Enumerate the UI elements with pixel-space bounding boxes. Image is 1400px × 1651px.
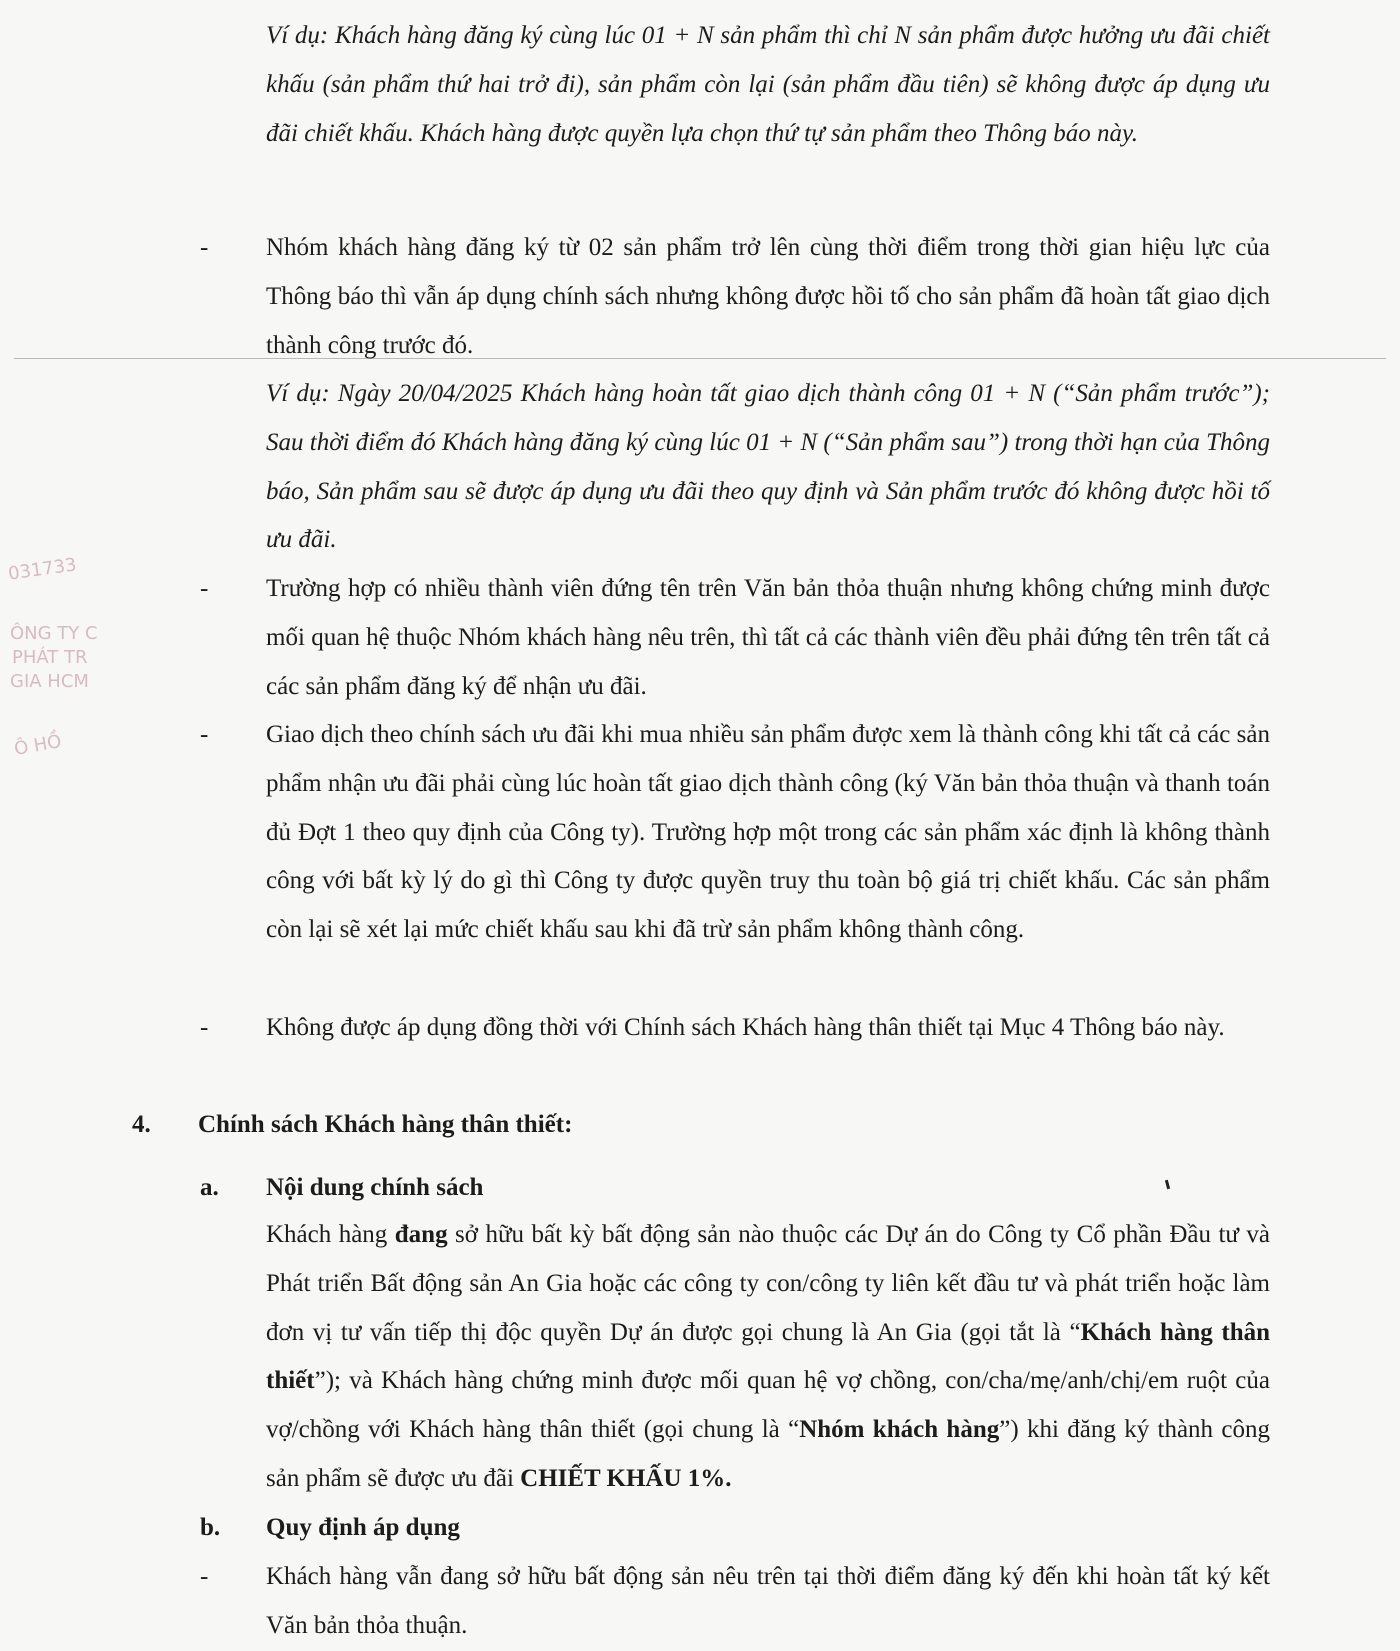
subsection-letter: b. [200, 1514, 221, 1541]
bullet-dash: - [200, 721, 209, 748]
seal-text: Ô HỒ [12, 731, 64, 760]
seal-text: ÔNG TY C [10, 623, 98, 644]
bullet-dash: - [200, 575, 209, 602]
example-paragraph: Ví dụ: Ngày 20/04/2025 Khách hàng hoàn tất giao dịch thành công 01 + N (“Sản phẩm trước”); Sau thời điểm đó Khách hàng đăng ký cùng lúc 01 + N (“Sản phẩm sau”) trong thời hạn của Thông báo, Sản phẩm sau sẽ được áp dụng ưu đãi theo quy định và Sản phẩm trước đó không được hồi tố ưu đãi. [266, 380, 1270, 554]
bold-run: Nhóm khách hàng [799, 1416, 1000, 1444]
seal-text: PHÁT TR [12, 647, 88, 668]
bullet-paragraph: Không được áp dụng đồng thời với Chính sách Khách hàng thân thiết tại Mục 4 Thông báo này. [266, 1014, 1225, 1041]
section-heading: Chính sách Khách hàng thân thiết: [198, 1111, 573, 1138]
bold-run: CHIẾT KHẤU 1%. [520, 1464, 732, 1492]
bold-run: Khách hàng thân thiết [266, 1318, 1270, 1395]
company-seal-stamp [0, 545, 98, 795]
example-paragraph: Ví dụ: Khách hàng đăng ký cùng lúc 01 + N sản phẩm thì chỉ N sản phẩm được hưởng ưu đãi chiết khấu (sản phẩm thứ hai trở đi), sản phẩm còn lại (sản phẩm đầu tiên) sẽ không được áp dụng ưu đãi chiết khấu. Khách hàng được quyền lựa chọn thứ tự sản phẩm theo Thông báo này. [266, 22, 1270, 147]
bullet-paragraph: Khách hàng vẫn đang sở hữu bất động sản nêu trên tại thời điểm đăng ký đến khi hoàn tất ký kết Văn bản thỏa thuận. [266, 1563, 1270, 1639]
seal-text: GIA HCM [10, 671, 89, 692]
subsection-heading: Nội dung chính sách [266, 1174, 484, 1201]
policy-paragraph [266, 1211, 1270, 1504]
text-run: ”) khi đăng ký thành công sản phẩm sẽ được ưu đãi [266, 1416, 1270, 1492]
bullet-paragraph: Nhóm khách hàng đăng ký từ 02 sản phẩm trở lên cùng thời điểm trong thời gian hiệu lực của Thông báo thì vẫn áp dụng chính sách nhưng không được hồi tố cho sản phẩm đã hoàn tất giao dịch thành công trước đó. [266, 234, 1270, 359]
bullet-dash: - [200, 1563, 209, 1590]
bullet-paragraph: Giao dịch theo chính sách ưu đãi khi mua nhiều sản phẩm được xem là thành công khi tất cả các sản phẩm nhận ưu đãi phải cùng lúc hoàn tất giao dịch thành công (ký Văn bản thỏa thuận và thanh toán đủ Đợt 1 theo quy định của Công ty). Trường hợp một trong các sản phẩm xác định là không thành công với bất kỳ lý do gì thì Công ty được quyền truy thu toàn bộ giá trị chiết khấu. Các sản phẩm còn lại sẽ xét lại mức chiết khấu sau khi đã trừ sản phẩm không thành công. [266, 721, 1270, 944]
section-number: 4. [132, 1111, 151, 1138]
bullet-dash: - [200, 1014, 209, 1041]
subsection-letter: a. [200, 1174, 219, 1201]
subsection-heading: Quy định áp dụng [266, 1514, 460, 1541]
text-run: sở hữu bất kỳ bất động sản nào thuộc các Dự án do Công ty Cổ phần Đầu tư và Phát triển Bất động sản An Gia hoặc các công ty con/công ty liên kết đầu tư và phát triển hoặc làm đơn vị tư vấn tiếp thị độc quyền Dự án được gọi chung là An Gia (gọi tắt là “ [266, 1221, 1271, 1346]
text-run: Khách hàng [266, 1221, 395, 1248]
text-run: ”); và Khách hàng chứng minh được mối quan hệ vợ chồng, con/cha/mẹ/anh/chị/em ruột của vợ/chồng với Khách hàng thân thiết (gọi chung là “ [266, 1367, 1270, 1444]
bullet-dash: - [200, 234, 209, 261]
bold-run: đang [394, 1221, 448, 1248]
bullet-paragraph: Trường hợp có nhiều thành viên đứng tên trên Văn bản thỏa thuận nhưng không chứng minh được mối quan hệ thuộc Nhóm khách hàng nêu trên, thì tất cả các thành viên đều phải đứng tên trên tất cả các sản phẩm đăng ký để nhận ưu đãi. [266, 575, 1270, 700]
seal-text: 031733 [6, 554, 78, 585]
scan-speck [1165, 1180, 1170, 1189]
